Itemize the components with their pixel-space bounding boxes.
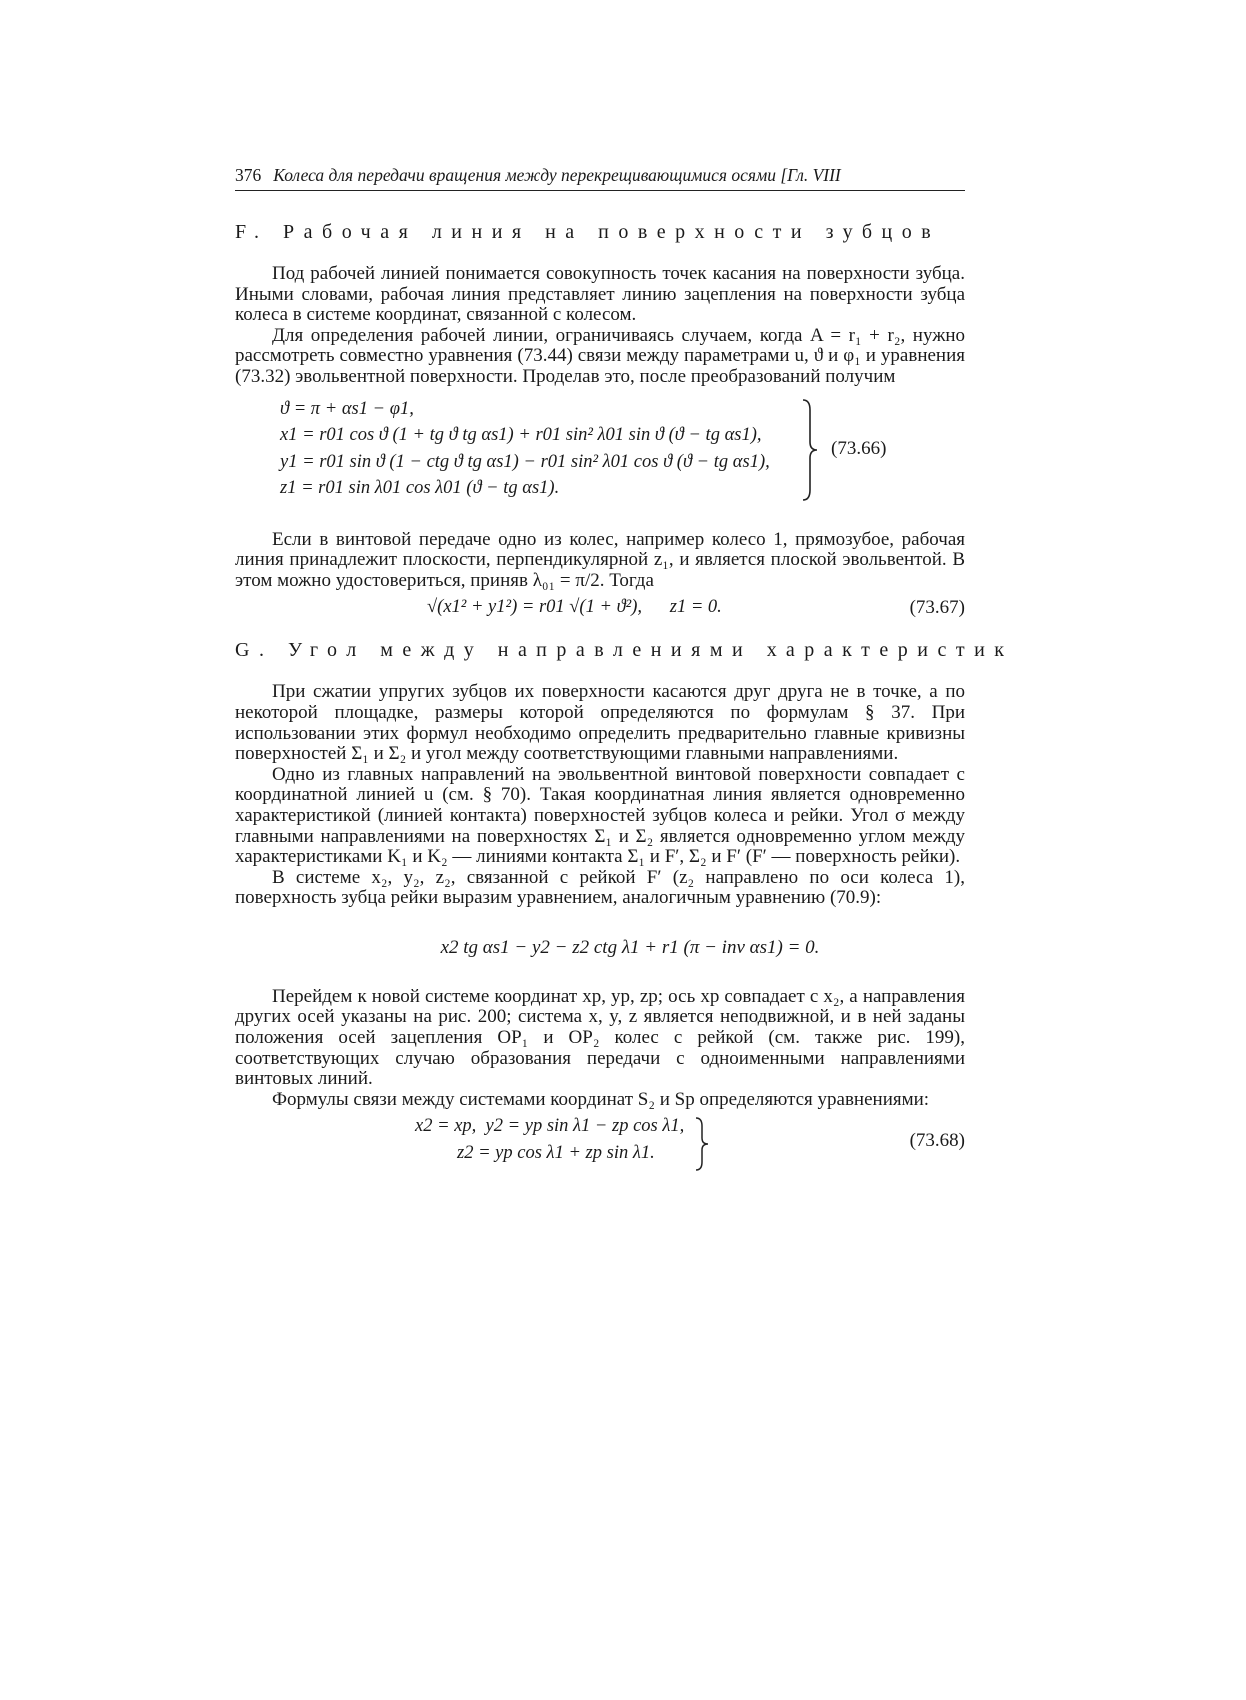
equation-line: ϑ = π + αs1 − φ1,	[280, 398, 414, 419]
equation-number: (73.67)	[909, 597, 965, 619]
equation-number: (73.68)	[909, 1130, 965, 1152]
right-brace	[800, 398, 820, 502]
running-title: Колеса для передачи вращения между перекрещивающимися осями [Гл. VIII	[273, 165, 841, 185]
section-g-paragraph-2: Одно из главных направлений на эвольвентной винтовой поверхности совпадает с координатной линией u (см. § 70). Такая координатная линия является одновременно характеристикой (линией контакта) поверхностей зубцов колеса и рейки. Угол σ между главными направлениями на поверхностях Σ₁ и Σ₂ является одновременно углом между характеристиками K₁ и K₂ — линиями контакта Σ₁ и F′, Σ₂ и F′ (F′ — поверхность рейки).	[235, 763, 965, 868]
equation-line: z1 = r01 sin λ01 cos λ01 (ϑ − tg αs1).	[280, 478, 560, 499]
section-f-paragraph-2: Для определения рабочей линии, ограничиваясь случаем, когда A = r₁ + r₂, нужно рассмотреть совместно уравнения (73.44) связи между параметрами u, ϑ и φ₁ и уравнения (73.32) эвольвентной поверхности. Проделав это, после преобразований получим	[235, 324, 965, 387]
section-g-paragraph-3: В системе x₂, y₂, z₂, связанной с рейкой F′ (z₂ направлено по оси колеса 1), поверхность зубца рейки выразим уравнением, аналогичным уравнению (70.9):	[235, 866, 965, 909]
equation-body: √(x1² + y1²) = r01 √(1 + ϑ²), z1 = 0.	[427, 597, 722, 618]
rack-surface-equation: x2 tg αs1 − y2 − z2 ctg λ1 + r1 (π − inv αs1) = 0.	[440, 936, 820, 958]
equation-73-68	[235, 1116, 965, 1176]
equation-line: y1 = r01 sin ϑ (1 − ctg ϑ tg αs1) − r01 sin² λ01 cos ϑ (ϑ − tg αs1),	[280, 451, 770, 472]
section-f-paragraph-3: Если в винтовой передаче одно из колес, например колесо 1, прямозубое, рабочая линия принадлежит плоскости, перпендикулярной z₁, и является плоской эвольвентой. В этом можно удостовериться, приняв λ₀₁ = π/2. Тогда	[235, 528, 965, 591]
equation-line: x1 = r01 cos ϑ (1 + tg ϑ tg αs1) + r01 sin² λ01 sin ϑ (ϑ − tg αs1),	[280, 425, 762, 446]
section-g-paragraph-1: При сжатии упругих зубцов их поверхности касаются друг друга не в точке, а по некоторой площадке, размеры которой определяются по формулам § 37. При использовании этих формул необходимо определить предварительно главные кривизны поверхностей Σ₁ и Σ₂ и угол между соответствующими главными направлениями.	[235, 681, 965, 765]
section-f-title: F. Рабочая линия на поверхности зубцов	[235, 221, 941, 243]
equation-73-67	[235, 593, 965, 623]
section-g-title: G. Угол между направлениями характеристик	[235, 639, 1014, 662]
section-g-paragraph-4: Перейдем к новой системе координат xp, yp, zp; ось xp совпадает с x₂, а направления других осей указаны на рис. 200; система x, y, z является неподвижной, и в ней заданы положения осей зацепления OP₁ и OP₂ колес с рейкой (см. также рис. 199), соответствующих случаю образования передачи с одноименными направлениями винтовых линий.	[235, 985, 965, 1090]
equation-73-66	[235, 396, 965, 506]
page-content	[235, 165, 1014, 1176]
right-brace	[693, 1116, 711, 1172]
equation-line: z2 = yp cos λ1 + zp sin λ1.	[457, 1143, 655, 1164]
section-f-paragraph-1: Под рабочей линией понимается совокупность точек касания на поверхности зубца. Иными словами, рабочая линия представляет линию зацепления на поверхности зубца колеса в системе координат, связанной с колесом.	[235, 263, 965, 326]
page-number: 376	[235, 165, 262, 185]
equation-line: x2 = xp, y2 = yp sin λ1 − zp cos λ1,	[415, 1116, 685, 1137]
equation-number: (73.66)	[831, 437, 887, 459]
section-g-paragraph-5: Формулы связи между системами координат S₂ и Sp определяются уравнениями:	[272, 1088, 930, 1110]
running-header	[235, 165, 965, 191]
